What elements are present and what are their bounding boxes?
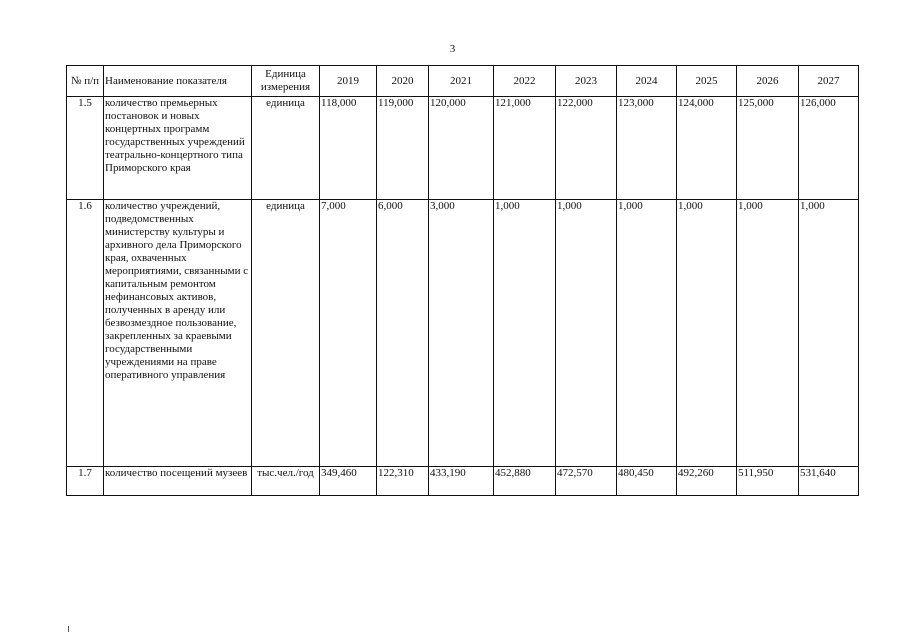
row-name: количество учреждений, подведомственных министерству культуры и архивного дела Приморского края, охваченных мероприятиями, связанными с капитальным ремонтом нефинансовых активов, полученных в аренду или безвозмездное пользование, закрепленных за краевыми государственными учреждениями на праве оперативного управления: [104, 200, 252, 467]
row-value: 121,000: [494, 97, 556, 200]
page-number: 3: [449, 43, 456, 55]
table-row: [67, 97, 859, 200]
row-value: 7,000: [320, 200, 377, 467]
header-year: 2027: [799, 66, 859, 97]
header-name: Наименование показателя: [104, 66, 252, 97]
row-value: 122,000: [556, 97, 617, 200]
row-value: 122,310: [377, 467, 429, 496]
row-value: 480,450: [617, 467, 677, 496]
header-year: 2023: [556, 66, 617, 97]
row-name: количество посещений музеев: [104, 467, 252, 496]
header-year: 2019: [320, 66, 377, 97]
row-value: 120,000: [429, 97, 494, 200]
row-value: 125,000: [737, 97, 799, 200]
header-year: 2022: [494, 66, 556, 97]
row-value: 1,000: [556, 200, 617, 467]
header-year: 2025: [677, 66, 737, 97]
row-value: 1,000: [799, 200, 859, 467]
row-value: 1,000: [737, 200, 799, 467]
row-value: 118,000: [320, 97, 377, 200]
row-value: 126,000: [799, 97, 859, 200]
row-value: 531,640: [799, 467, 859, 496]
row-value: 511,950: [737, 467, 799, 496]
row-unit: единица: [252, 200, 320, 467]
header-num: № п/п: [67, 66, 104, 97]
row-unit: тыс.чел./год: [252, 467, 320, 496]
table-body: [67, 97, 859, 496]
row-value: 1,000: [617, 200, 677, 467]
row-value: 124,000: [677, 97, 737, 200]
table-row: [67, 467, 859, 496]
table-header: [67, 66, 859, 97]
row-value: 433,190: [429, 467, 494, 496]
row-value: 1,000: [677, 200, 737, 467]
row-value: 472,570: [556, 467, 617, 496]
row-value: 3,000: [429, 200, 494, 467]
row-num: 1.5: [67, 97, 104, 200]
row-value: 119,000: [377, 97, 429, 200]
row-value: 1,000: [494, 200, 556, 467]
header-year: 2020: [377, 66, 429, 97]
row-name: количество премьерных постановок и новых концертных программ государственных учреждений театрально-концертного типа Приморского края: [104, 97, 252, 200]
table-row: [67, 200, 859, 467]
indicators-table: [66, 65, 859, 496]
header-unit: Единица измерения: [252, 66, 320, 97]
row-num: 1.6: [67, 200, 104, 467]
header-row: [67, 66, 859, 97]
header-year: 2026: [737, 66, 799, 97]
row-unit: единица: [252, 97, 320, 200]
row-value: 349,460: [320, 467, 377, 496]
scan-mark: [68, 626, 69, 632]
row-value: 123,000: [617, 97, 677, 200]
row-value: 492,260: [677, 467, 737, 496]
row-num: 1.7: [67, 467, 104, 496]
row-value: 6,000: [377, 200, 429, 467]
row-value: 452,880: [494, 467, 556, 496]
header-year: 2024: [617, 66, 677, 97]
header-year: 2021: [429, 66, 494, 97]
